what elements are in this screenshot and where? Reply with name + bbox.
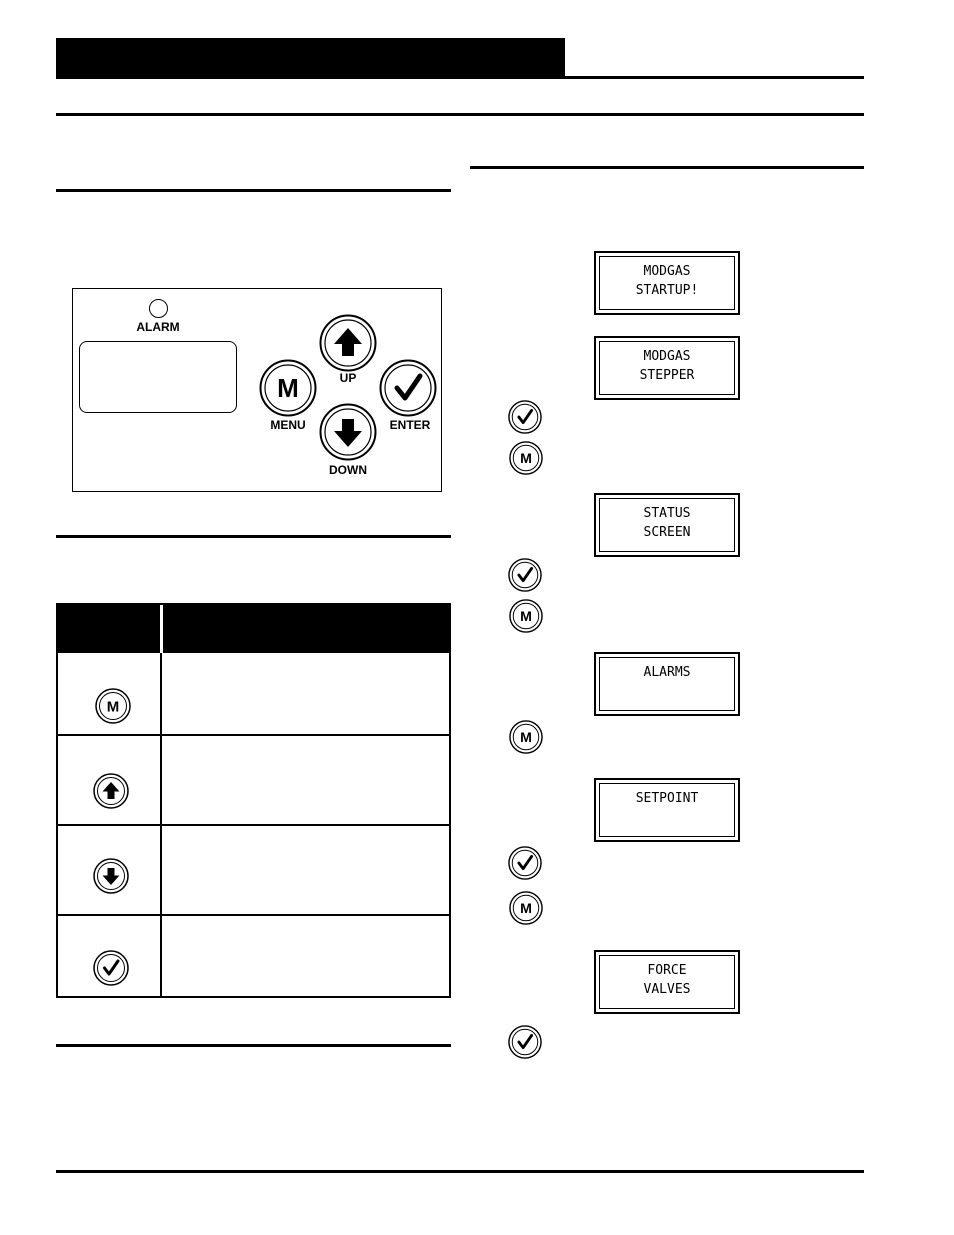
table-row-up-key (93, 773, 129, 809)
menu-button-label: MENU (270, 418, 306, 432)
table-row-enter-key (93, 950, 129, 986)
m-button-icon (509, 720, 543, 754)
footer-rule (56, 1170, 864, 1173)
subheader-rule (56, 113, 864, 116)
svg-text:M: M (277, 373, 299, 403)
down-arrow-button-icon (93, 858, 129, 894)
section-rule-menu-flow (470, 166, 864, 169)
m-button-icon (509, 599, 543, 633)
section-rule-keypad (56, 189, 451, 192)
lcd-line-1: STATUS (643, 506, 691, 521)
check-button-icon (508, 400, 542, 434)
header-rule (56, 76, 864, 79)
up-button-label: UP (339, 371, 357, 385)
key-function-table (56, 603, 451, 998)
alarm-label: ALARM (136, 320, 180, 334)
flow-menu-key (509, 891, 543, 925)
flow-enter-key (508, 1025, 542, 1059)
table-row-divider (58, 824, 449, 826)
table-row-menu-key (95, 688, 131, 724)
down-button[interactable] (319, 403, 377, 461)
lcd-line-1: FORCE (647, 963, 687, 978)
lcd-line-2: VALVES (643, 982, 691, 997)
m-button-icon (95, 688, 131, 724)
lcd-display-window (79, 341, 237, 413)
m-button-icon (259, 359, 317, 417)
lcd-screen-force-valves (594, 950, 740, 1014)
lcd-line-1: MODGAS (643, 264, 691, 279)
table-row-divider (58, 734, 449, 736)
header-bar (56, 38, 565, 78)
lcd-line-2: STEPPER (639, 368, 695, 383)
section-rule-bottom (56, 1044, 451, 1047)
enter-button-label: ENTER (389, 418, 431, 432)
svg-text:M: M (520, 451, 532, 468)
lcd-line-2: STARTUP! (635, 283, 699, 298)
check-button-icon (93, 950, 129, 986)
m-button-icon (509, 441, 543, 475)
down-arrow-button-icon (319, 403, 377, 461)
flow-menu-key (509, 720, 543, 754)
check-button-icon (508, 846, 542, 880)
enter-button[interactable] (379, 359, 437, 417)
check-button-icon (508, 558, 542, 592)
flow-enter-key (508, 846, 542, 880)
flow-enter-key (508, 400, 542, 434)
svg-text:M: M (106, 698, 120, 716)
svg-text:M: M (520, 730, 532, 747)
lcd-line-1: MODGAS (643, 349, 691, 364)
check-button-icon (508, 1025, 542, 1059)
up-button[interactable] (319, 314, 377, 372)
svg-text:M: M (520, 609, 532, 626)
check-button-icon (379, 359, 437, 417)
lcd-screen-modgas-startup (594, 251, 740, 315)
up-arrow-button-icon (93, 773, 129, 809)
lcd-line-2 (600, 808, 734, 827)
lcd-screen-modgas-stepper (594, 336, 740, 400)
lcd-screen-status (594, 493, 740, 557)
lcd-line-2 (600, 682, 734, 701)
section-rule-keys (56, 535, 451, 538)
up-arrow-button-icon (319, 314, 377, 372)
table-row-down-key (93, 858, 129, 894)
flow-enter-key (508, 558, 542, 592)
menu-button[interactable] (259, 359, 317, 417)
svg-text:M: M (520, 901, 532, 918)
lcd-screen-setpoint (594, 778, 740, 842)
lcd-line-2: SCREEN (643, 525, 691, 540)
flow-menu-key (509, 599, 543, 633)
lcd-line-1: ALARMS (643, 665, 691, 680)
down-button-label: DOWN (329, 463, 367, 477)
table-header-divider (160, 605, 163, 653)
alarm-led-icon (149, 299, 168, 318)
m-button-icon (509, 891, 543, 925)
lcd-line-1: SETPOINT (635, 791, 699, 806)
table-header (58, 605, 449, 653)
keypad-panel (72, 288, 442, 492)
flow-menu-key (509, 441, 543, 475)
table-row-divider (58, 914, 449, 916)
lcd-screen-alarms (594, 652, 740, 716)
